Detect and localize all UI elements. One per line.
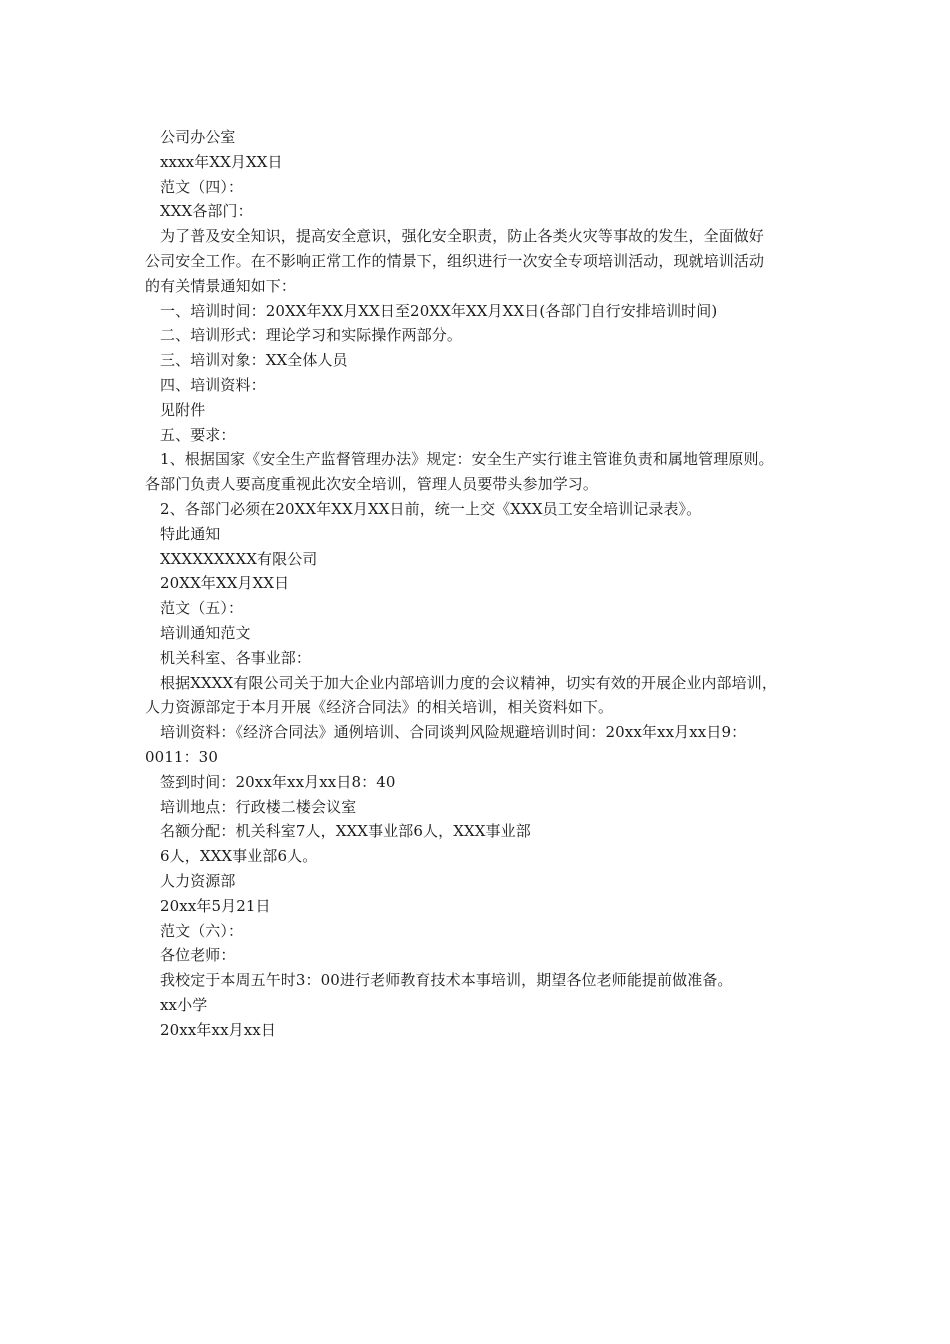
- doc-line-31: 20xx年5月21日: [160, 896, 271, 915]
- doc-line-10: 四、培训资料：: [160, 375, 266, 394]
- doc-line-29: 6人，XXX事业部6人。: [160, 847, 318, 866]
- doc-line-17: XXXXXXXXX有限公司: [160, 549, 318, 568]
- doc-line-14: 各部门负责人要高度重视此次安全培训，管理人员要带头参加学习。: [145, 475, 599, 494]
- doc-line-18: 20XX年XX月XX日: [160, 574, 290, 593]
- doc-line-1: xxxx年XX月XX日: [160, 152, 283, 171]
- doc-line-34: 我校定于本周五午时3：00进行老师教育技术本事培训，期望各位老师能提前做准备。: [160, 971, 733, 990]
- doc-line-20: 培训通知范文: [160, 623, 251, 642]
- document-body: [145, 125, 810, 1042]
- doc-line-24: 培训资料：《经济合同法》通例培训、合同谈判风险规避培训时间：20xx年xx月xx日9：: [160, 723, 747, 742]
- doc-line-21: 机关科室、各事业部：: [160, 648, 312, 667]
- doc-line-36: 20xx年xx月xx日: [160, 1020, 276, 1039]
- doc-line-3: XXX各部门：: [160, 202, 253, 221]
- doc-line-33: 各位老师：: [160, 946, 236, 965]
- doc-line-22: 根据XXXX有限公司关于加大企业内部培训力度的会议精神，切实有效的开展企业内部培训，: [160, 673, 777, 692]
- doc-line-11: 见附件: [160, 400, 206, 419]
- doc-line-0: 公司办公室: [160, 128, 236, 146]
- doc-line-2: 范文（四）：: [160, 177, 244, 196]
- doc-line-30: 人力资源部: [160, 871, 236, 890]
- doc-line-5: 公司安全工作。在不影响正常工作的情景下，组织进行一次安全专项培训活动，现就培训活动: [145, 251, 765, 270]
- doc-line-27: 培训地点：行政楼二楼会议室: [160, 797, 357, 816]
- doc-line-9: 三、培训对象：XX全体人员: [160, 351, 348, 370]
- doc-line-8: 二、培训形式：理论学习和实际操作两部分。: [160, 326, 463, 345]
- doc-line-23: 人力资源部定于本月开展《经济合同法》的相关培训，相关资料如下。: [145, 698, 614, 717]
- doc-line-6: 的有关情景通知如下：: [145, 276, 297, 295]
- doc-line-28: 名额分配：机关科室7人，XXX事业部6人，XXX事业部: [160, 822, 531, 841]
- doc-line-25: 0011：30: [145, 747, 218, 766]
- doc-line-7: 一、培训时间：20XX年XX月XX日至20XX年XX月XX日(各部门自行安排培训时间): [160, 301, 718, 320]
- doc-line-4: 为了普及安全知识，提高安全意识，强化安全职责，防止各类火灾等事故的发生，全面做好: [160, 227, 765, 246]
- doc-line-12: 五、要求：: [160, 425, 236, 444]
- doc-line-35: xx小学: [160, 995, 208, 1014]
- doc-line-13: 1、根据国家《安全生产监督管理办法》规定：安全生产实行谁主管谁负责和属地管理原则。: [160, 450, 774, 469]
- doc-line-26: 签到时间：20xx年xx月xx日8：40: [160, 772, 396, 791]
- doc-line-16: 特此通知: [160, 524, 221, 543]
- doc-line-15: 2、各部门必须在20XX年XX月XX日前，统一上交《XXX员工安全培训记录表》。: [160, 499, 702, 518]
- doc-line-32: 范文（六）：: [160, 921, 244, 940]
- doc-line-19: 范文（五）：: [160, 599, 244, 618]
